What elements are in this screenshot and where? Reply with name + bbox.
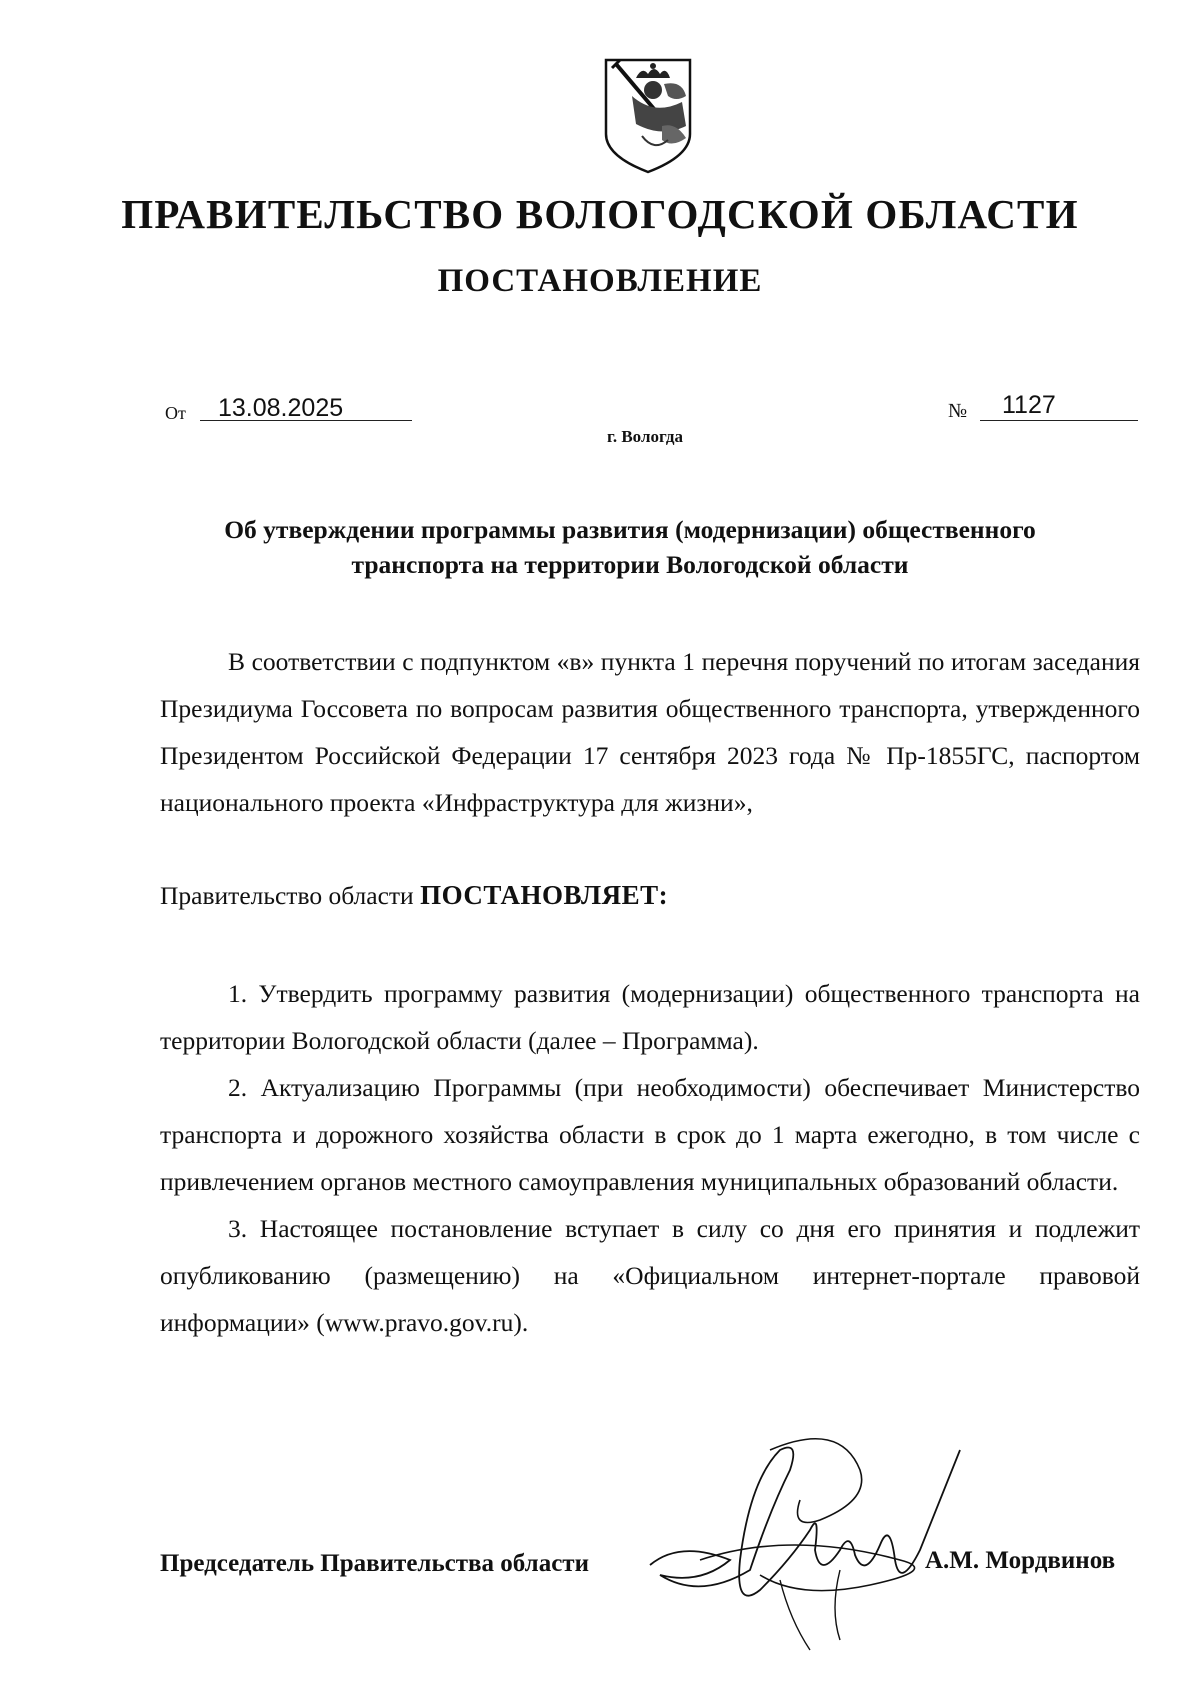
document-date: 13.08.2025 [218,394,344,422]
signatory-position: Председатель Правительства области [160,1550,589,1577]
document-number: 1127 [1002,391,1056,419]
subject-line-1: Об утверждении программы развития (модернизации) общественного [224,515,1036,544]
decree-item-1: 1. Утвердить программу развития (модернизации) общественного транспорта на территории Вологодской области (далее – Программа). [160,979,1140,1055]
city-name: г. Вологда [607,427,683,446]
decree-item-2: 2. Актуализацию Программы (при необходимости) обеспечивает Министерство транспорта и дорожного хозяйства области в срок до 1 марта ежегодно, в том числе с привлечением органов местного самоуправления муниципальных образований области. [160,1073,1140,1196]
document-subject [150,512,1110,582]
decree-statement [160,880,668,911]
number-label: № [948,400,968,422]
document-type: ПОСТАНОВЛЕНИЕ [437,263,763,299]
decree-item-3: 3. Настоящее постановление вступает в силу со дня его принятия и подлежит опубликованию (размещению) на «Официальном интернет-портале правовой информации» (www.pravo.gov.ru). [160,1214,1140,1337]
decree-items [160,970,1140,1346]
signatory-name: А.М. Мордвинов [925,1547,1116,1574]
date-label: От [165,403,186,423]
government-title: ПРАВИТЕЛЬСТВО ВОЛОГОДСКОЙ ОБЛАСТИ [121,191,1079,237]
preamble-paragraph: В соответствии с подпунктом «в» пункта 1 перечня поручений по итогам заседания Президиума Госсовета по вопросам развития общественного транспорта, утвержденного Президентом Российской Федерации 17 сентября 2023 года № Пр-1855ГС, паспортом национального проекта «Инфраструктура для жизни», [160,647,1140,817]
handwritten-signature [640,1410,970,1660]
decree-prefix: Правительство области [160,881,414,910]
subject-line-2: транспорта на территории Вологодской области [351,550,909,579]
number-underline [980,420,1138,421]
decree-word: ПОСТАНОВЛЯЕТ: [420,880,669,910]
vologda-coat-of-arms-icon [602,56,694,176]
